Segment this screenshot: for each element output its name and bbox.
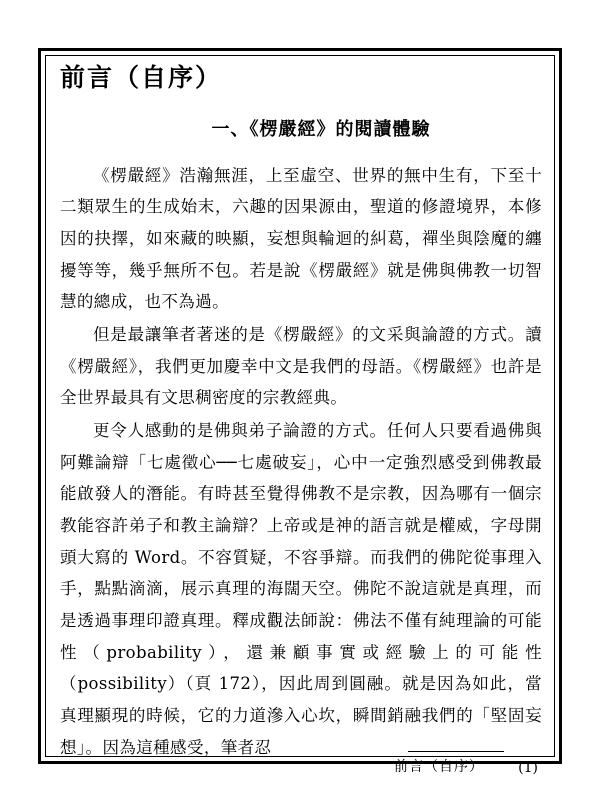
body-paragraph: 但是最讓筆者著迷的是《楞嚴經》的文采與論證的方式。讀《楞嚴經》，我們更加慶幸中文是我們的母語。《楞嚴經》也許是全世界最具有文思稠密度的宗教經典。 (60, 325, 542, 408)
page-number: (1) (518, 760, 538, 776)
footer-divider (408, 751, 504, 752)
body-paragraph: 更令人感動的是佛與弟子論證的方式。任何人只要看過佛與阿難論辯「七處徵心──七處破妄」，心中一定強烈感受到佛教最能啟發人的潛能。有時甚至覺得佛教不是宗教，因為哪有一個宗教能容許弟子和教主論辯？上帝或是神的語言就是權威，字母開頭大寫的 Word。不容質疑，不容爭辯。而我們的佛陀從事理入手，點點滴滴，展示真理的海闊天空。佛陀不說這就是真理，而是透過事理印證真理。釋成觀法師說：佛法不僅有純理論的可能性（probability），還兼顧事實或經驗上的可能性（possibility）（頁 172），因此周到圓融。就是因為如此，當真理顯現的時候，它的力道滲入心坎，瞬間銷融我們的「堅固妄想」。因為這種感受，筆者忍 (60, 421, 542, 757)
chapter-title: 前言（自序） (60, 63, 223, 92)
section-title: 一、《楞嚴經》的閱讀體驗 (211, 118, 431, 140)
footer-label: 前言（自序） (394, 759, 484, 775)
page-footer (60, 738, 544, 778)
body-paragraph: 《楞嚴經》浩瀚無涯，上至虛空、世界的無中生有，下至十二類眾生的生成始末，六趣的因果源由，聖道的修證境界，本修因的抉擇，如來藏的映顯，妄想與輪迴的糾葛，禪坐與陰魔的纏擾等等，幾乎無所不包。若是說《楞嚴經》就是佛與佛教一切智慧的總成，也不為過。 (60, 165, 542, 312)
page-content (60, 62, 542, 762)
